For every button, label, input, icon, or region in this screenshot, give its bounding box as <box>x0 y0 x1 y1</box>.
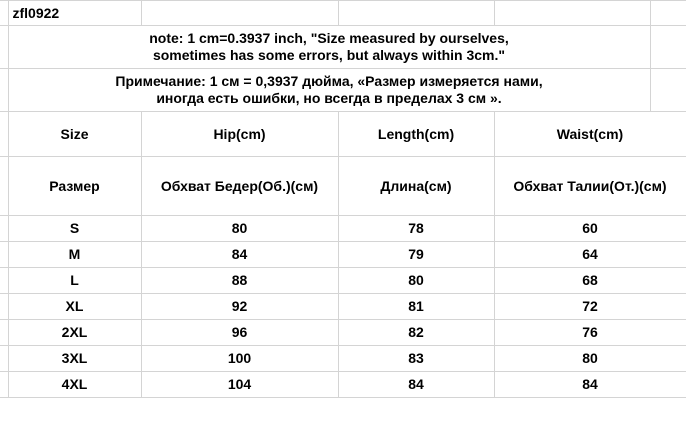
header-size: Size <box>8 112 141 157</box>
russian-note-line-2: иногда есть ошибки, но всегда в пределах 3 см ». <box>156 90 502 106</box>
empty-cell <box>650 26 686 69</box>
english-note-line-2: sometimes has some errors, but always within 3cm." <box>152 47 506 63</box>
empty-cell <box>0 157 8 216</box>
hip-cell: 104 <box>141 372 338 398</box>
waist-cell: 60 <box>494 216 686 242</box>
russian-note <box>8 69 650 112</box>
russian-header-row <box>0 157 686 216</box>
empty-cell <box>494 1 650 26</box>
header-length: Length(cm) <box>338 112 494 157</box>
header-length-ru: Длина(см) <box>338 157 494 216</box>
size-cell: M <box>8 242 141 268</box>
russian-note-row <box>0 69 686 112</box>
empty-cell <box>0 69 8 112</box>
empty-cell <box>650 1 686 26</box>
english-note <box>8 26 650 69</box>
table-row <box>0 242 686 268</box>
header-hip: Hip(cm) <box>141 112 338 157</box>
empty-cell <box>0 294 8 320</box>
english-header-row <box>0 112 686 157</box>
waist-cell: 76 <box>494 320 686 346</box>
waist-cell: 64 <box>494 242 686 268</box>
size-cell: 2XL <box>8 320 141 346</box>
table-row <box>0 320 686 346</box>
length-cell: 83 <box>338 346 494 372</box>
size-cell: 4XL <box>8 372 141 398</box>
hip-cell: 84 <box>141 242 338 268</box>
table-row <box>0 294 686 320</box>
waist-cell: 68 <box>494 268 686 294</box>
empty-cell <box>0 242 8 268</box>
empty-cell <box>0 112 8 157</box>
size-cell: XL <box>8 294 141 320</box>
empty-cell <box>0 346 8 372</box>
length-cell: 80 <box>338 268 494 294</box>
header-waist: Waist(cm) <box>494 112 686 157</box>
length-cell: 82 <box>338 320 494 346</box>
hip-cell: 100 <box>141 346 338 372</box>
empty-cell <box>0 320 8 346</box>
size-cell: L <box>8 268 141 294</box>
table-row <box>0 372 686 398</box>
size-cell: S <box>8 216 141 242</box>
hip-cell: 80 <box>141 216 338 242</box>
table-row <box>0 268 686 294</box>
english-note-row <box>0 26 686 69</box>
waist-cell: 84 <box>494 372 686 398</box>
length-cell: 84 <box>338 372 494 398</box>
english-note-line-1: note: 1 cm=0.3937 inch, "Size measured by ourselves, <box>149 30 509 46</box>
hip-cell: 96 <box>141 320 338 346</box>
empty-cell <box>0 1 8 26</box>
empty-cell <box>141 1 338 26</box>
empty-cell <box>0 26 8 69</box>
table-row <box>0 346 686 372</box>
russian-note-line-1: Примечание: 1 см = 0,3937 дюйма, «Размер измеряется нами, <box>115 73 543 89</box>
empty-cell <box>650 69 686 112</box>
header-size-ru: Размер <box>8 157 141 216</box>
length-cell: 79 <box>338 242 494 268</box>
product-code: zfl0922 <box>8 1 141 26</box>
empty-cell <box>0 268 8 294</box>
waist-cell: 72 <box>494 294 686 320</box>
hip-cell: 92 <box>141 294 338 320</box>
table-row <box>0 216 686 242</box>
header-waist-ru: Обхват Талии(От.)(см) <box>494 157 686 216</box>
code-row <box>0 1 686 26</box>
empty-cell <box>0 216 8 242</box>
size-cell: 3XL <box>8 346 141 372</box>
hip-cell: 88 <box>141 268 338 294</box>
length-cell: 78 <box>338 216 494 242</box>
empty-cell <box>338 1 494 26</box>
length-cell: 81 <box>338 294 494 320</box>
header-hip-ru: Обхват Бедер(Об.)(см) <box>141 157 338 216</box>
waist-cell: 80 <box>494 346 686 372</box>
empty-cell <box>0 372 8 398</box>
